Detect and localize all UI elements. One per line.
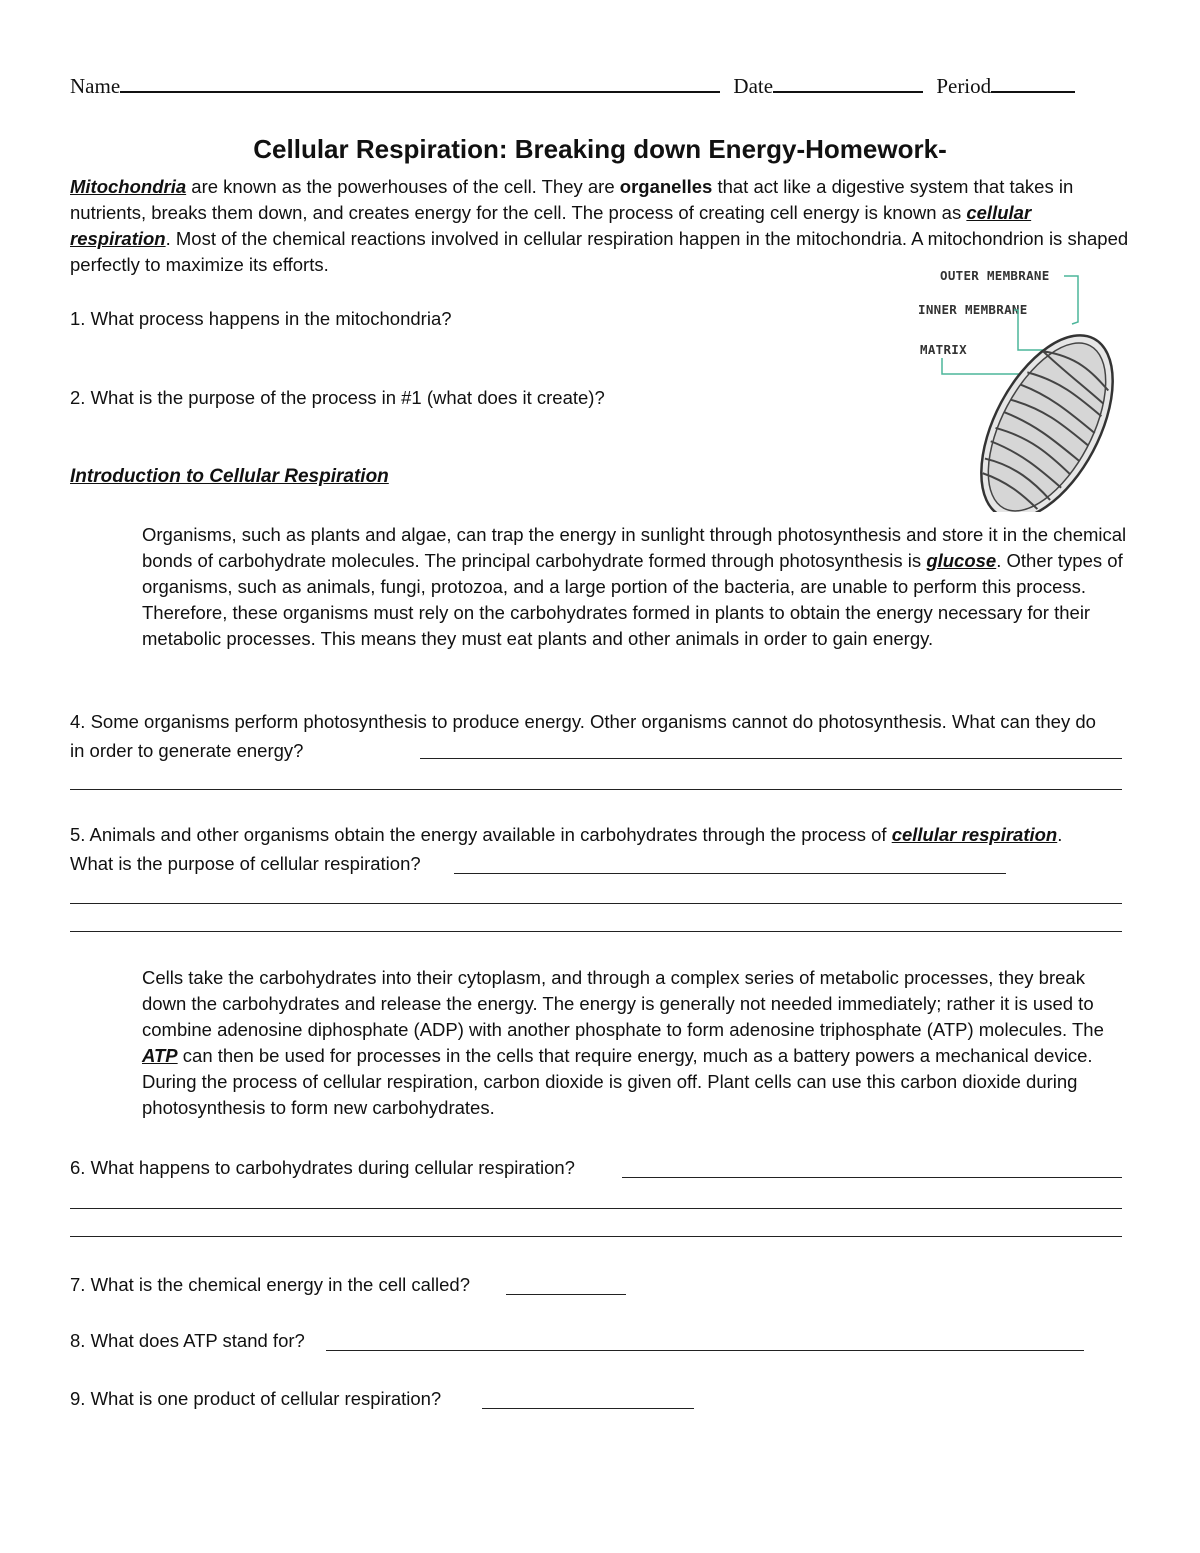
header-line (70, 74, 1130, 99)
date-label: Date (733, 74, 774, 98)
period-label: Period (936, 74, 992, 98)
question-6: 6. What happens to carbohydrates during cellular respiration? (70, 1157, 575, 1178)
question-8: 8. What does ATP stand for? (70, 1330, 305, 1351)
answer-line-5c[interactable] (70, 931, 1122, 932)
answer-line-7[interactable] (506, 1294, 626, 1295)
answer-line-9[interactable] (482, 1408, 694, 1409)
section-heading: Introduction to Cellular Respiration (70, 466, 389, 487)
question-5 (70, 822, 1140, 848)
answer-line-6b[interactable] (70, 1208, 1122, 1209)
answer-line-4b[interactable] (70, 789, 1122, 790)
question-5-text-a: 5. Animals and other organisms obtain the energy available in carbohydrates through the process of (70, 824, 892, 845)
label-outer-membrane: OUTER MEMBRANE (940, 268, 1050, 283)
intro-text-1: are known as the powerhouses of the cell. They are (186, 176, 620, 197)
mitochondrion-body (954, 314, 1132, 512)
passage-2 (142, 965, 1130, 1121)
question-9: 9. What is one product of cellular respiration? (70, 1388, 442, 1409)
passage-1-text-2: . Other types of organisms, such as animals, fungi, protozoa, and a large portion of the bacteria, are unable to perform this process. Therefore, these organisms must rely on the carbohydrates formed in plants to obtain the energy necessary for their metabolic processes. This means they must eat plants and other animals in order to gain energy. (142, 550, 1123, 649)
label-matrix: MATRIX (920, 342, 967, 357)
leader-inner (1014, 310, 1044, 350)
question-2: 2. What is the purpose of the process in #1 (what does it create)? (70, 387, 605, 408)
term-mitochondria: Mitochondria (70, 176, 187, 197)
page-title: Cellular Respiration: Breaking down Energy-Homework- (253, 134, 947, 164)
intro-text-3: . Most of the chemical reactions involved in cellular respiration happen in the mitochondria. A mitochondrion is shaped perfectly to maximize its efforts. (70, 228, 1129, 275)
question-4: 4. Some organisms perform photosynthesis to produce energy. Other organisms cannot do photosynthesis. What can they do in order to generate energy? (70, 711, 1096, 761)
term-cellular-respiration-q5: cellular respiration (891, 824, 1058, 845)
leader-outer (1064, 276, 1078, 324)
answer-line-8[interactable] (326, 1350, 1084, 1351)
question-1: 1. What process happens in the mitochondria? (70, 308, 452, 329)
question-5-text-b: . (1057, 824, 1063, 845)
term-glucose: glucose (926, 550, 997, 571)
label-inner-membrane: INNER MEMBRANE (918, 302, 1028, 317)
question-5-purpose: What is the purpose of cellular respiration? (70, 853, 421, 874)
date-blank[interactable] (773, 75, 923, 93)
passage-2-text-2: can then be used for processes in the cells that require energy, much as a battery powers a mechanical device. During the process of cellular respiration, carbon dioxide is given off. Plant cells can use this carbon dioxide during photosynthesis to form new carbohydrates. (142, 1045, 1093, 1118)
name-label: Name (70, 74, 121, 98)
term-atp: ATP (142, 1045, 178, 1066)
intro-text-2: that act like a digestive system that takes in nutrients, breaks them down, and creates energy for the cell. The process of creating cell energy is known as (70, 176, 1074, 223)
name-blank[interactable] (120, 75, 720, 93)
passage-2-text-1: Cells take the carbohydrates into their cytoplasm, and through a complex series of metabolic processes, they break down the carbohydrates and release the energy. The energy is generally not needed immediately; rather it is used to combine adenosine diphosphate (ADP) with another phosphate to form adenosine triphosphate (ATP) molecules. The (142, 967, 1104, 1040)
question-7: 7. What is the chemical energy in the cell called? (70, 1274, 471, 1295)
answer-line-5a[interactable] (454, 873, 1006, 874)
answer-line-5b[interactable] (70, 903, 1122, 904)
mitochondrion-diagram (912, 262, 1132, 512)
answer-line-6c[interactable] (70, 1236, 1122, 1237)
term-organelles: organelles (619, 176, 713, 197)
passage-1-text-1: Organisms, such as plants and algae, can trap the energy in sunlight through photosynthesis and store it in the chemical bonds of carbohydrate molecules. The principal carbohydrate formed through photosynthesis is (142, 524, 1127, 571)
answer-line-4a[interactable] (420, 758, 1122, 759)
period-blank[interactable] (991, 75, 1075, 93)
term-cellular-respiration: cellular respiration (70, 202, 1032, 249)
answer-line-6a[interactable] (622, 1177, 1122, 1178)
passage-1 (142, 522, 1130, 652)
